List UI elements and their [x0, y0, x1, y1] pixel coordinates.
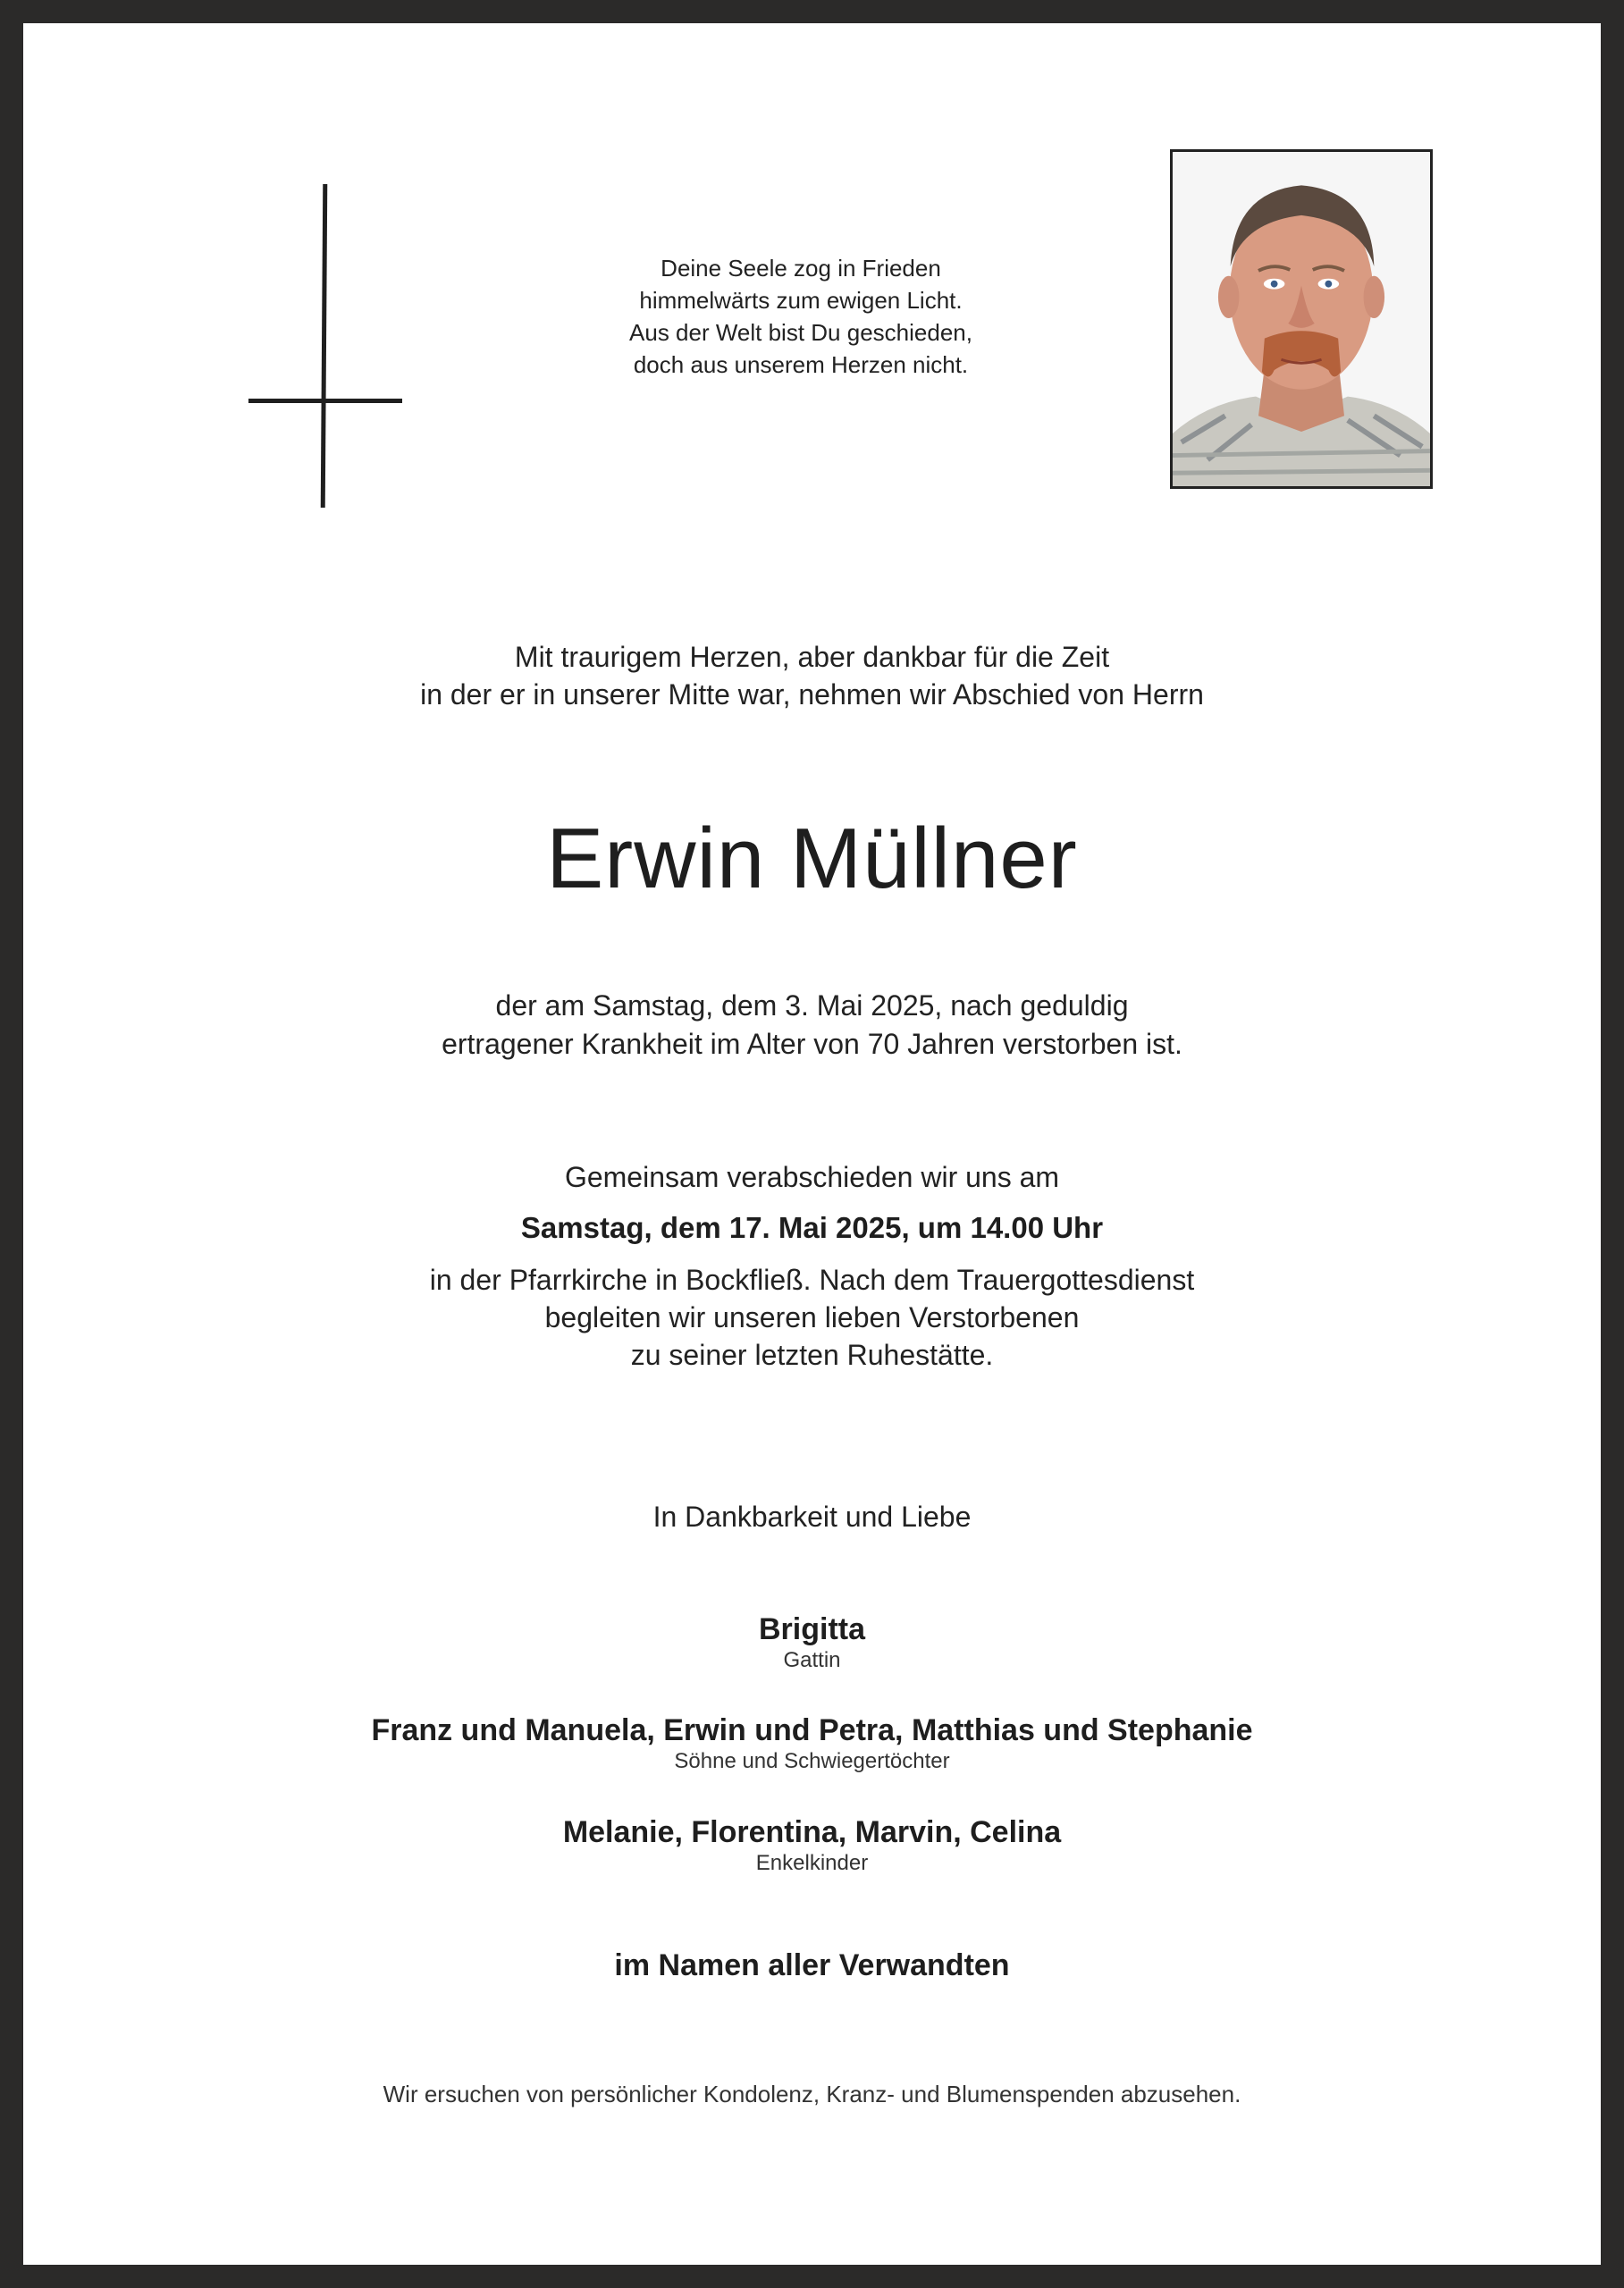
condolence-note: Wir ersuchen von persönlicher Kondolenz, Kranz- und Blumenspenden abzusehen. [383, 2081, 1241, 2107]
portrait-photo [1170, 149, 1433, 489]
service-line: in der Pfarrkirche in Bockfließ. Nach dem Trauergottesdienst [429, 1264, 1195, 1296]
mourner-names: Brigitta [759, 1612, 865, 1646]
mourner-group [23, 1611, 1601, 1674]
mourner-group [23, 1814, 1601, 1877]
latin-cross-icon [223, 163, 402, 508]
closing-line: im Namen aller Verwandten [614, 1948, 1010, 1982]
thanks-line: In Dankbarkeit und Liebe [652, 1501, 972, 1533]
service-intro: Gemeinsam verabschieden wir uns am [564, 1161, 1060, 1193]
death-notice-line: der am Samstag, dem 3. Mai 2025, nach geduldig [495, 989, 1129, 1022]
mourner-names: Franz und Manuela, Erwin und Petra, Matthias und Stephanie [371, 1713, 1253, 1747]
death-notice [23, 987, 1601, 1064]
mourner-relation: Söhne und Schwiegertöchter [674, 1749, 950, 1773]
obituary-sheet [23, 23, 1601, 2265]
poem-line: Deine Seele zog in Frieden [661, 255, 941, 282]
mourner-relation: Enkelkinder [755, 1851, 869, 1875]
intro-line: in der er in unserer Mitte war, nehmen wir Abschied von Herrn [420, 678, 1204, 711]
mourner-names: Melanie, Florentina, Marvin, Celina [562, 1815, 1062, 1849]
poem [466, 252, 1136, 381]
deceased-name: Erwin Müllner [546, 811, 1078, 906]
intro-line: Mit traurigem Herzen, aber dankbar für die Zeit [514, 641, 1110, 673]
service-date: Samstag, dem 17. Mai 2025, um 14.00 Uhr [520, 1211, 1104, 1244]
poem-line: Aus der Welt bist Du geschieden, [629, 319, 972, 346]
mourner-group [23, 1712, 1601, 1775]
service-line: begleiten wir unseren lieben Verstorbenen [544, 1301, 1080, 1333]
intro-text [23, 638, 1601, 713]
service-line: zu seiner letzten Ruhestätte. [630, 1339, 994, 1371]
poem-line: himmelwärts zum ewigen Licht. [639, 287, 963, 314]
mourner-relation: Gattin [783, 1648, 841, 1672]
portrait-image [1173, 152, 1430, 486]
poem-line: doch aus unserem Herzen nicht. [633, 351, 969, 378]
cross-vertical-beam [321, 184, 328, 508]
death-notice-line: ertragener Krankheit im Alter von 70 Jahren verstorben ist. [442, 1028, 1182, 1060]
cross-horizontal-beam [248, 399, 402, 403]
service-details [23, 1261, 1601, 1374]
